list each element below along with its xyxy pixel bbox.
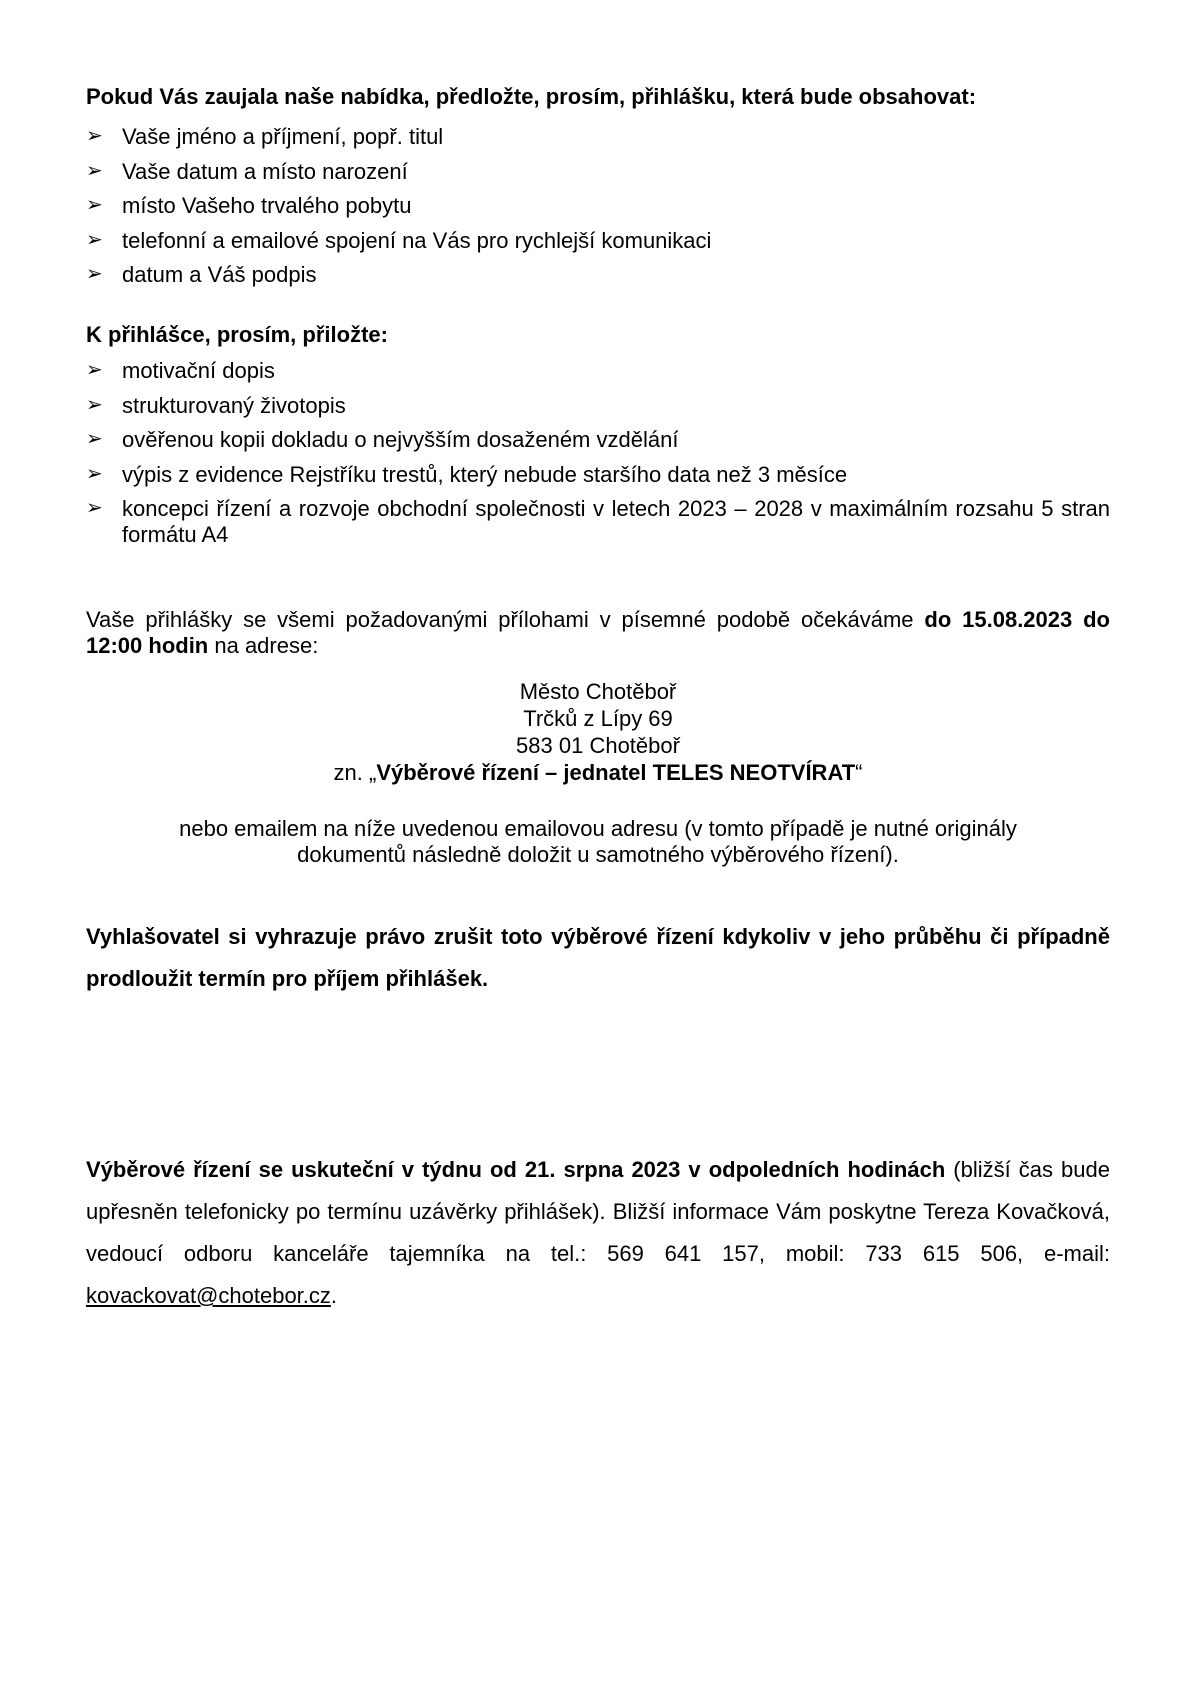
list-item: ➢ datum a Váš podpis [86,261,317,287]
arrowhead-bullet-icon: ➢ [86,194,103,217]
arrowhead-bullet-icon: ➢ [86,159,103,182]
interview-paragraph: Výběrové řízení se uskuteční v týdnu od 21. srpna 2023 v odpoledních hodinách (bližší čas bude upřesněn telefonicky po termínu uzávěrky přihlášek). Bližší informace Vám poskytne Tereza Kovačková, vedoucí odboru kanceláře tajemníka na tel.: 569 641 157, mobil: 733 615 506, e-mail: kovackovat@chotebor.cz. [86,1157,1110,1308]
attachments-section [86,322,1110,557]
arrowhead-bullet-icon: ➢ [86,262,103,285]
application-contents-list [86,124,1110,288]
contact-email-link[interactable]: kovackovat@chotebor.cz [86,1283,331,1308]
list-item: ➢ motivační dopis [86,358,275,384]
reservation-statement: Vyhlašovatel si vyhrazuje právo zrušit toto výběrové řízení kdykoliv v jeho průběhu či případně prodloužit termín pro příjem přihlášek. [86,924,1110,991]
postal-address [86,678,1110,786]
list-item: ➢ výpis z evidence Rejstříku trestů, který nebude staršího data než 3 měsíce [86,461,848,487]
arrowhead-bullet-icon: ➢ [86,125,103,148]
application-contents-heading: Pokud Vás zaujala naše nabídka, předložte, prosím, přihlášku, která bude obsahovat: [86,84,977,109]
arrowhead-bullet-icon: ➢ [86,228,103,251]
address-street: Trčků z Lípy 69 [523,706,673,731]
deadline-date: do 15.08.2023 do 12:00 hodin [86,607,1110,659]
list-item: ➢ telefonní a emailové spojení na Vás pro rychlejší komunikaci [86,227,712,253]
attachments-list [86,358,1110,548]
attachments-heading: K přihlášce, prosím, přiložte: [86,322,388,347]
list-item: ➢ Vaše jméno a příjmení, popř. titul [86,124,444,150]
list-item: ➢ Vaše datum a místo narození [86,158,408,184]
address-city-office: Město Chotěboř [519,679,677,704]
deadline-paragraph: Vaše přihlášky se všemi požadovanými přílohami v písemné podobě očekáváme do 15.08.2023 do 12:00 hodin na adrese: [86,607,1110,659]
envelope-mark: zn. „Výběrové řízení – jednatel TELES NEOTVÍRAT“ [333,760,863,785]
list-item: ➢ místo Vašeho trvalého pobytu [86,193,412,219]
email-submission-note: nebo emailem na níže uvedenou emailovou adresu (v tomto případě je nutné originály dokumentů následně doložit u samotného výběrového řízení). [179,816,1017,868]
arrowhead-bullet-icon: ➢ [86,462,103,485]
list-item: ➢ koncepci řízení a rozvoje obchodní společnosti v letech 2023 – 2028 v maximálním rozsahu 5 stran formátu A4 [86,495,1110,548]
arrowhead-bullet-icon: ➢ [86,496,103,519]
application-contents-section [86,84,1110,296]
list-item: ➢ ověřenou kopii dokladu o nejvyšším dosaženém vzdělání [86,427,679,453]
address-postcode: 583 01 Chotěboř [516,733,680,758]
arrowhead-bullet-icon: ➢ [86,359,103,382]
list-item: ➢ strukturovaný životopis [86,392,346,418]
arrowhead-bullet-icon: ➢ [86,428,103,451]
arrowhead-bullet-icon: ➢ [86,393,103,416]
